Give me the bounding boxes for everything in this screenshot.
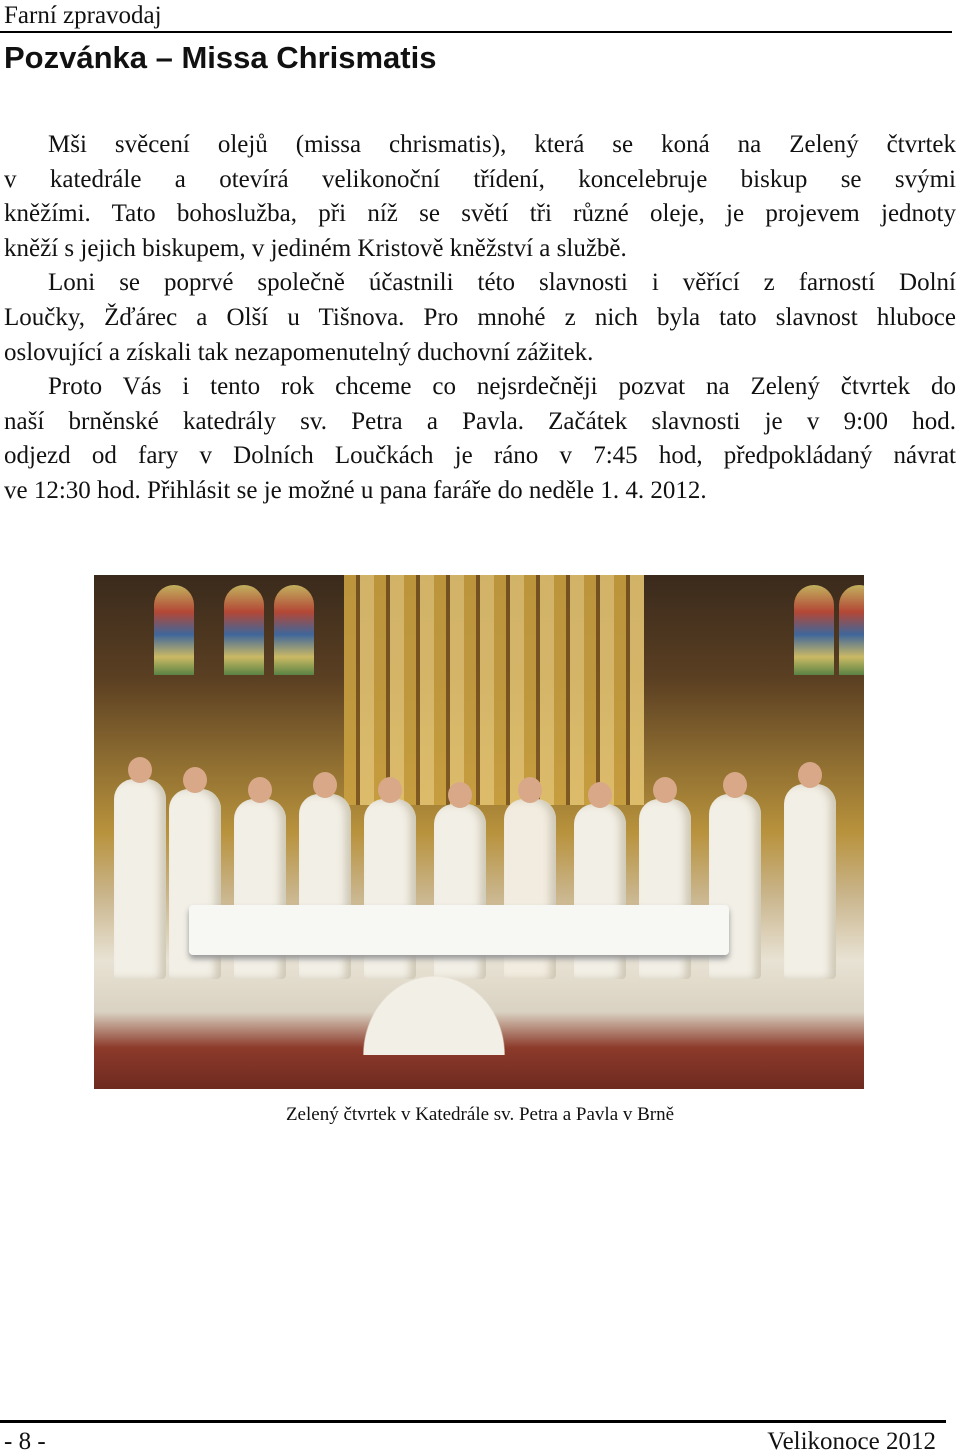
text-line: naší brněnské katedrály sv. Petra a Pavla. Začátek slavnosti je v 9:00 hod. bbox=[4, 407, 956, 435]
header-divider bbox=[0, 31, 952, 33]
priest-figure bbox=[114, 779, 166, 979]
paragraph-3 bbox=[4, 370, 956, 508]
article-title: Pozvánka – Missa Chrismatis bbox=[4, 40, 437, 75]
photo-caption: Zelený čtvrtek v Katedrále sv. Petra a Pavla v Brně bbox=[285, 1104, 675, 1125]
page-number: - 8 - bbox=[4, 1428, 46, 1455]
footer-divider bbox=[0, 1420, 946, 1423]
publication-header: Farní zpravodaj bbox=[4, 2, 162, 29]
paragraph-2 bbox=[4, 266, 956, 370]
text-line: Proto Vás i tento rok chceme co nejsrdečněji pozvat na Zelený čtvrtek do bbox=[48, 373, 956, 401]
cathedral-photo bbox=[94, 575, 864, 1089]
text-line: oslovující a získali tak nezapomenutelný duchovní zážitek. bbox=[4, 338, 594, 366]
article-body bbox=[4, 128, 956, 509]
text-line: odjezd od fary v Dolních Loučkách je ráno v 7:45 hod, předpokládaný návrat bbox=[4, 442, 956, 470]
gilded-altar bbox=[344, 575, 644, 805]
priest-figure bbox=[784, 784, 836, 979]
text-line: Loučky, Žďárec a Olší u Tišnova. Pro mnohé z nich byla tato slavnost hluboce bbox=[4, 303, 956, 331]
stained-glass-window bbox=[839, 585, 864, 675]
stained-glass-window bbox=[794, 585, 834, 675]
paragraph-1 bbox=[4, 128, 956, 266]
stained-glass-window bbox=[224, 585, 264, 675]
text-line: ve 12:30 hod. Přihlásit se je možné u pana faráře do neděle 1. 4. 2012. bbox=[4, 476, 707, 504]
text-line: v katedrále a otevírá velikonoční třídení, koncelebruje biskup se svými bbox=[4, 165, 956, 193]
altar-table bbox=[189, 905, 729, 955]
text-line: Mši svěcení olejů (missa chrismatis), která se koná na Zelený čtvrtek bbox=[48, 131, 956, 158]
altar-base bbox=[344, 955, 524, 1055]
issue-name: Velikonoce 2012 bbox=[767, 1428, 936, 1455]
text-line: Loni se poprvé společně účastnili této slavnosti i věřící z farností Dolní bbox=[48, 269, 956, 297]
stained-glass-window bbox=[154, 585, 194, 675]
text-line: kněží s jejich biskupem, v jediném Kristově kněžství a službě. bbox=[4, 234, 627, 262]
text-line: kněžími. Tato bohoslužba, při níž se světí tři různé oleje, je projevem jednoty bbox=[4, 200, 956, 228]
stained-glass-window bbox=[274, 585, 314, 675]
